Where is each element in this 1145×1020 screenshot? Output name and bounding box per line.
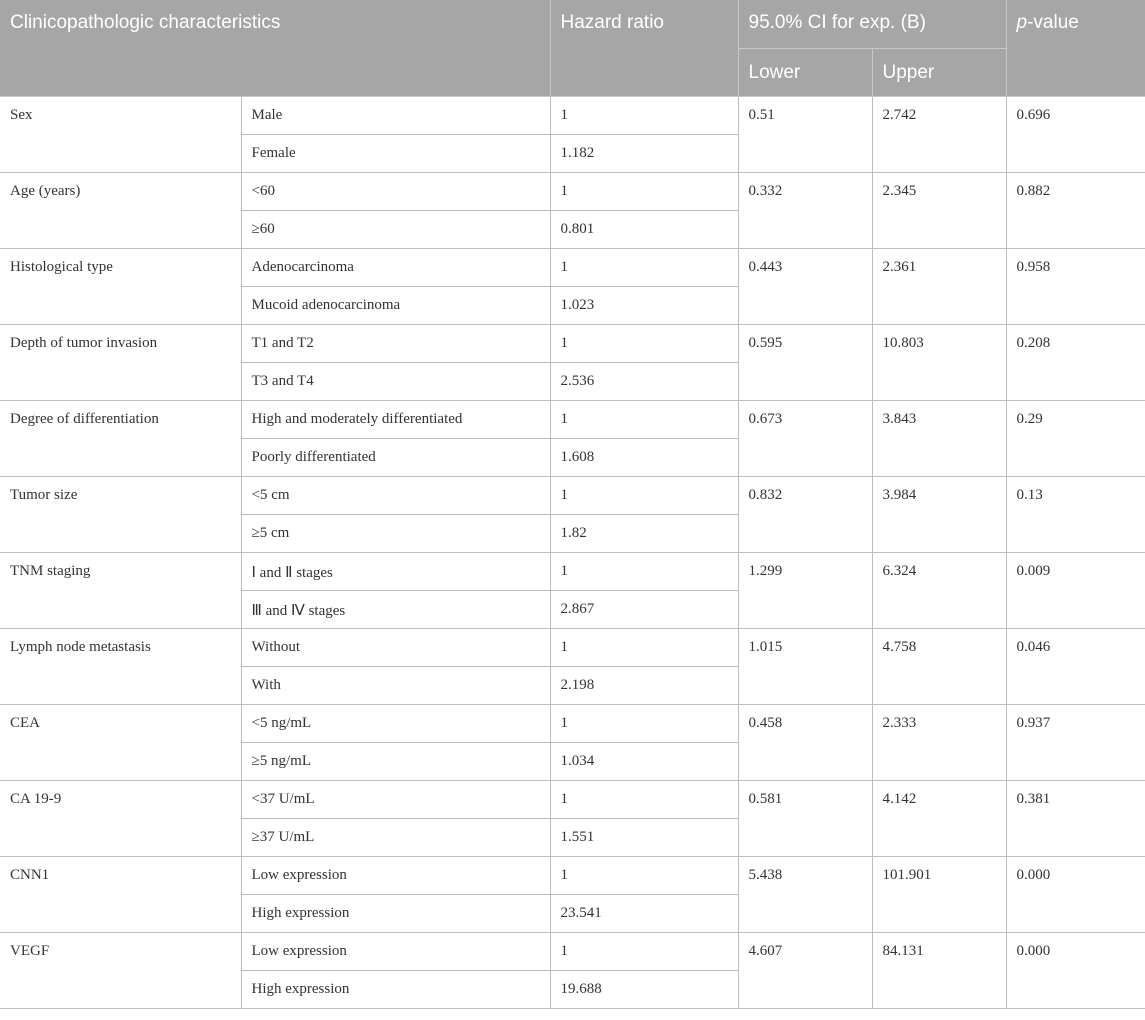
table-row bbox=[0, 172, 1145, 210]
characteristic-label: Lymph node metastasis bbox=[0, 628, 241, 704]
table-row bbox=[0, 704, 1145, 742]
ci-lower-cell: 0.581 bbox=[738, 780, 872, 856]
hazard-ratio-cell: 1.82 bbox=[550, 514, 738, 552]
header-hazard-ratio: Hazard ratio bbox=[550, 0, 738, 96]
group-label: <60 bbox=[241, 172, 550, 210]
ci-lower-cell: 1.015 bbox=[738, 628, 872, 704]
ci-upper-cell: 3.843 bbox=[872, 400, 1006, 476]
table-row bbox=[0, 856, 1145, 894]
table-row bbox=[0, 96, 1145, 134]
group-label: High and moderately differentiated bbox=[241, 400, 550, 438]
hazard-ratio-cell: 2.198 bbox=[550, 666, 738, 704]
header-characteristics: Clinicopathologic characteristics bbox=[0, 0, 550, 96]
hazard-ratio-cell: 1 bbox=[550, 400, 738, 438]
ci-upper-cell: 10.803 bbox=[872, 324, 1006, 400]
header-p-suffix: -value bbox=[1027, 12, 1079, 33]
ci-upper-cell: 101.901 bbox=[872, 856, 1006, 932]
ci-upper-cell: 2.742 bbox=[872, 96, 1006, 172]
hazard-ratio-cell: 1 bbox=[550, 856, 738, 894]
ci-upper-cell: 2.361 bbox=[872, 248, 1006, 324]
hazard-ratio-cell: 2.867 bbox=[550, 590, 738, 628]
group-label: <5 cm bbox=[241, 476, 550, 514]
p-value-cell: 0.046 bbox=[1006, 628, 1145, 704]
group-label: Male bbox=[241, 96, 550, 134]
group-label: Low expression bbox=[241, 932, 550, 970]
characteristic-label: TNM staging bbox=[0, 552, 241, 628]
hazard-ratio-cell: 1 bbox=[550, 96, 738, 134]
p-value-cell: 0.882 bbox=[1006, 172, 1145, 248]
header-p-value bbox=[1006, 0, 1145, 96]
hazard-ratio-cell: 23.541 bbox=[550, 894, 738, 932]
p-value-cell: 0.937 bbox=[1006, 704, 1145, 780]
ci-lower-cell: 0.443 bbox=[738, 248, 872, 324]
characteristic-label: Histological type bbox=[0, 248, 241, 324]
characteristic-label: CEA bbox=[0, 704, 241, 780]
ci-lower-cell: 1.299 bbox=[738, 552, 872, 628]
ci-lower-cell: 0.458 bbox=[738, 704, 872, 780]
table-header bbox=[0, 0, 1145, 96]
table-row bbox=[0, 248, 1145, 286]
ci-lower-cell: 0.673 bbox=[738, 400, 872, 476]
group-label: Mucoid adenocarcinoma bbox=[241, 286, 550, 324]
header-upper: Upper bbox=[872, 48, 1006, 96]
characteristic-label: Degree of differentiation bbox=[0, 400, 241, 476]
ci-upper-cell: 4.758 bbox=[872, 628, 1006, 704]
group-label: High expression bbox=[241, 970, 550, 1008]
hazard-ratio-cell: 1 bbox=[550, 476, 738, 514]
p-value-cell: 0.696 bbox=[1006, 96, 1145, 172]
hazard-ratio-cell: 1 bbox=[550, 780, 738, 818]
ci-lower-cell: 0.595 bbox=[738, 324, 872, 400]
hazard-ratio-cell: 1 bbox=[550, 704, 738, 742]
table-row bbox=[0, 552, 1145, 590]
characteristic-label: Sex bbox=[0, 96, 241, 172]
hazard-ratio-cell: 1.182 bbox=[550, 134, 738, 172]
group-label: Poorly differentiated bbox=[241, 438, 550, 476]
hazard-ratio-cell: 2.536 bbox=[550, 362, 738, 400]
group-label: T1 and T2 bbox=[241, 324, 550, 362]
ci-lower-cell: 0.332 bbox=[738, 172, 872, 248]
table-body bbox=[0, 96, 1145, 1008]
p-value-cell: 0.13 bbox=[1006, 476, 1145, 552]
p-value-cell: 0.000 bbox=[1006, 856, 1145, 932]
group-label: T3 and T4 bbox=[241, 362, 550, 400]
characteristic-label: Depth of tumor invasion bbox=[0, 324, 241, 400]
group-label: Female bbox=[241, 134, 550, 172]
group-label: Without bbox=[241, 628, 550, 666]
ci-upper-cell: 84.131 bbox=[872, 932, 1006, 1008]
characteristic-label: CNN1 bbox=[0, 856, 241, 932]
hazard-ratio-cell: 1.551 bbox=[550, 818, 738, 856]
p-value-cell: 0.381 bbox=[1006, 780, 1145, 856]
p-value-cell: 0.958 bbox=[1006, 248, 1145, 324]
table-row bbox=[0, 324, 1145, 362]
hazard-ratio-cell: 0.801 bbox=[550, 210, 738, 248]
ci-lower-cell: 0.51 bbox=[738, 96, 872, 172]
header-ci: 95.0% CI for exp. (B) bbox=[738, 0, 1006, 48]
group-label: Adenocarcinoma bbox=[241, 248, 550, 286]
hazard-ratio-cell: 19.688 bbox=[550, 970, 738, 1008]
ci-lower-cell: 5.438 bbox=[738, 856, 872, 932]
hazard-ratio-cell: 1.034 bbox=[550, 742, 738, 780]
group-label: ≥60 bbox=[241, 210, 550, 248]
group-label: Ⅲ and Ⅳ stages bbox=[241, 590, 550, 628]
characteristic-label: CA 19-9 bbox=[0, 780, 241, 856]
group-label: ≥37 U/mL bbox=[241, 818, 550, 856]
table-row bbox=[0, 628, 1145, 666]
ci-upper-cell: 6.324 bbox=[872, 552, 1006, 628]
ci-upper-cell: 2.333 bbox=[872, 704, 1006, 780]
p-value-cell: 0.000 bbox=[1006, 932, 1145, 1008]
group-label: <5 ng/mL bbox=[241, 704, 550, 742]
ci-lower-cell: 4.607 bbox=[738, 932, 872, 1008]
group-label: High expression bbox=[241, 894, 550, 932]
table-row bbox=[0, 400, 1145, 438]
group-label: With bbox=[241, 666, 550, 704]
hazard-ratio-cell: 1 bbox=[550, 324, 738, 362]
header-p-italic: p bbox=[1016, 12, 1028, 33]
hazard-ratio-cell: 1.023 bbox=[550, 286, 738, 324]
p-value-cell: 0.29 bbox=[1006, 400, 1145, 476]
hazard-ratio-cell: 1 bbox=[550, 552, 738, 590]
group-label: ≥5 cm bbox=[241, 514, 550, 552]
hazard-ratio-cell: 1 bbox=[550, 172, 738, 210]
header-lower: Lower bbox=[738, 48, 872, 96]
group-label: <37 U/mL bbox=[241, 780, 550, 818]
characteristic-label: VEGF bbox=[0, 932, 241, 1008]
hazard-ratio-cell: 1 bbox=[550, 932, 738, 970]
table-row bbox=[0, 476, 1145, 514]
p-value-cell: 0.208 bbox=[1006, 324, 1145, 400]
hazard-ratio-cell: 1.608 bbox=[550, 438, 738, 476]
ci-upper-cell: 2.345 bbox=[872, 172, 1006, 248]
ci-upper-cell: 4.142 bbox=[872, 780, 1006, 856]
p-value-cell: 0.009 bbox=[1006, 552, 1145, 628]
ci-upper-cell: 3.984 bbox=[872, 476, 1006, 552]
characteristic-label: Tumor size bbox=[0, 476, 241, 552]
hazard-ratio-cell: 1 bbox=[550, 248, 738, 286]
ci-lower-cell: 0.832 bbox=[738, 476, 872, 552]
characteristic-label: Age (years) bbox=[0, 172, 241, 248]
table-row bbox=[0, 780, 1145, 818]
group-label: Low expression bbox=[241, 856, 550, 894]
group-label: ≥5 ng/mL bbox=[241, 742, 550, 780]
group-label: Ⅰ and Ⅱ stages bbox=[241, 552, 550, 590]
table-row bbox=[0, 932, 1145, 970]
hazard-ratio-cell: 1 bbox=[550, 628, 738, 666]
